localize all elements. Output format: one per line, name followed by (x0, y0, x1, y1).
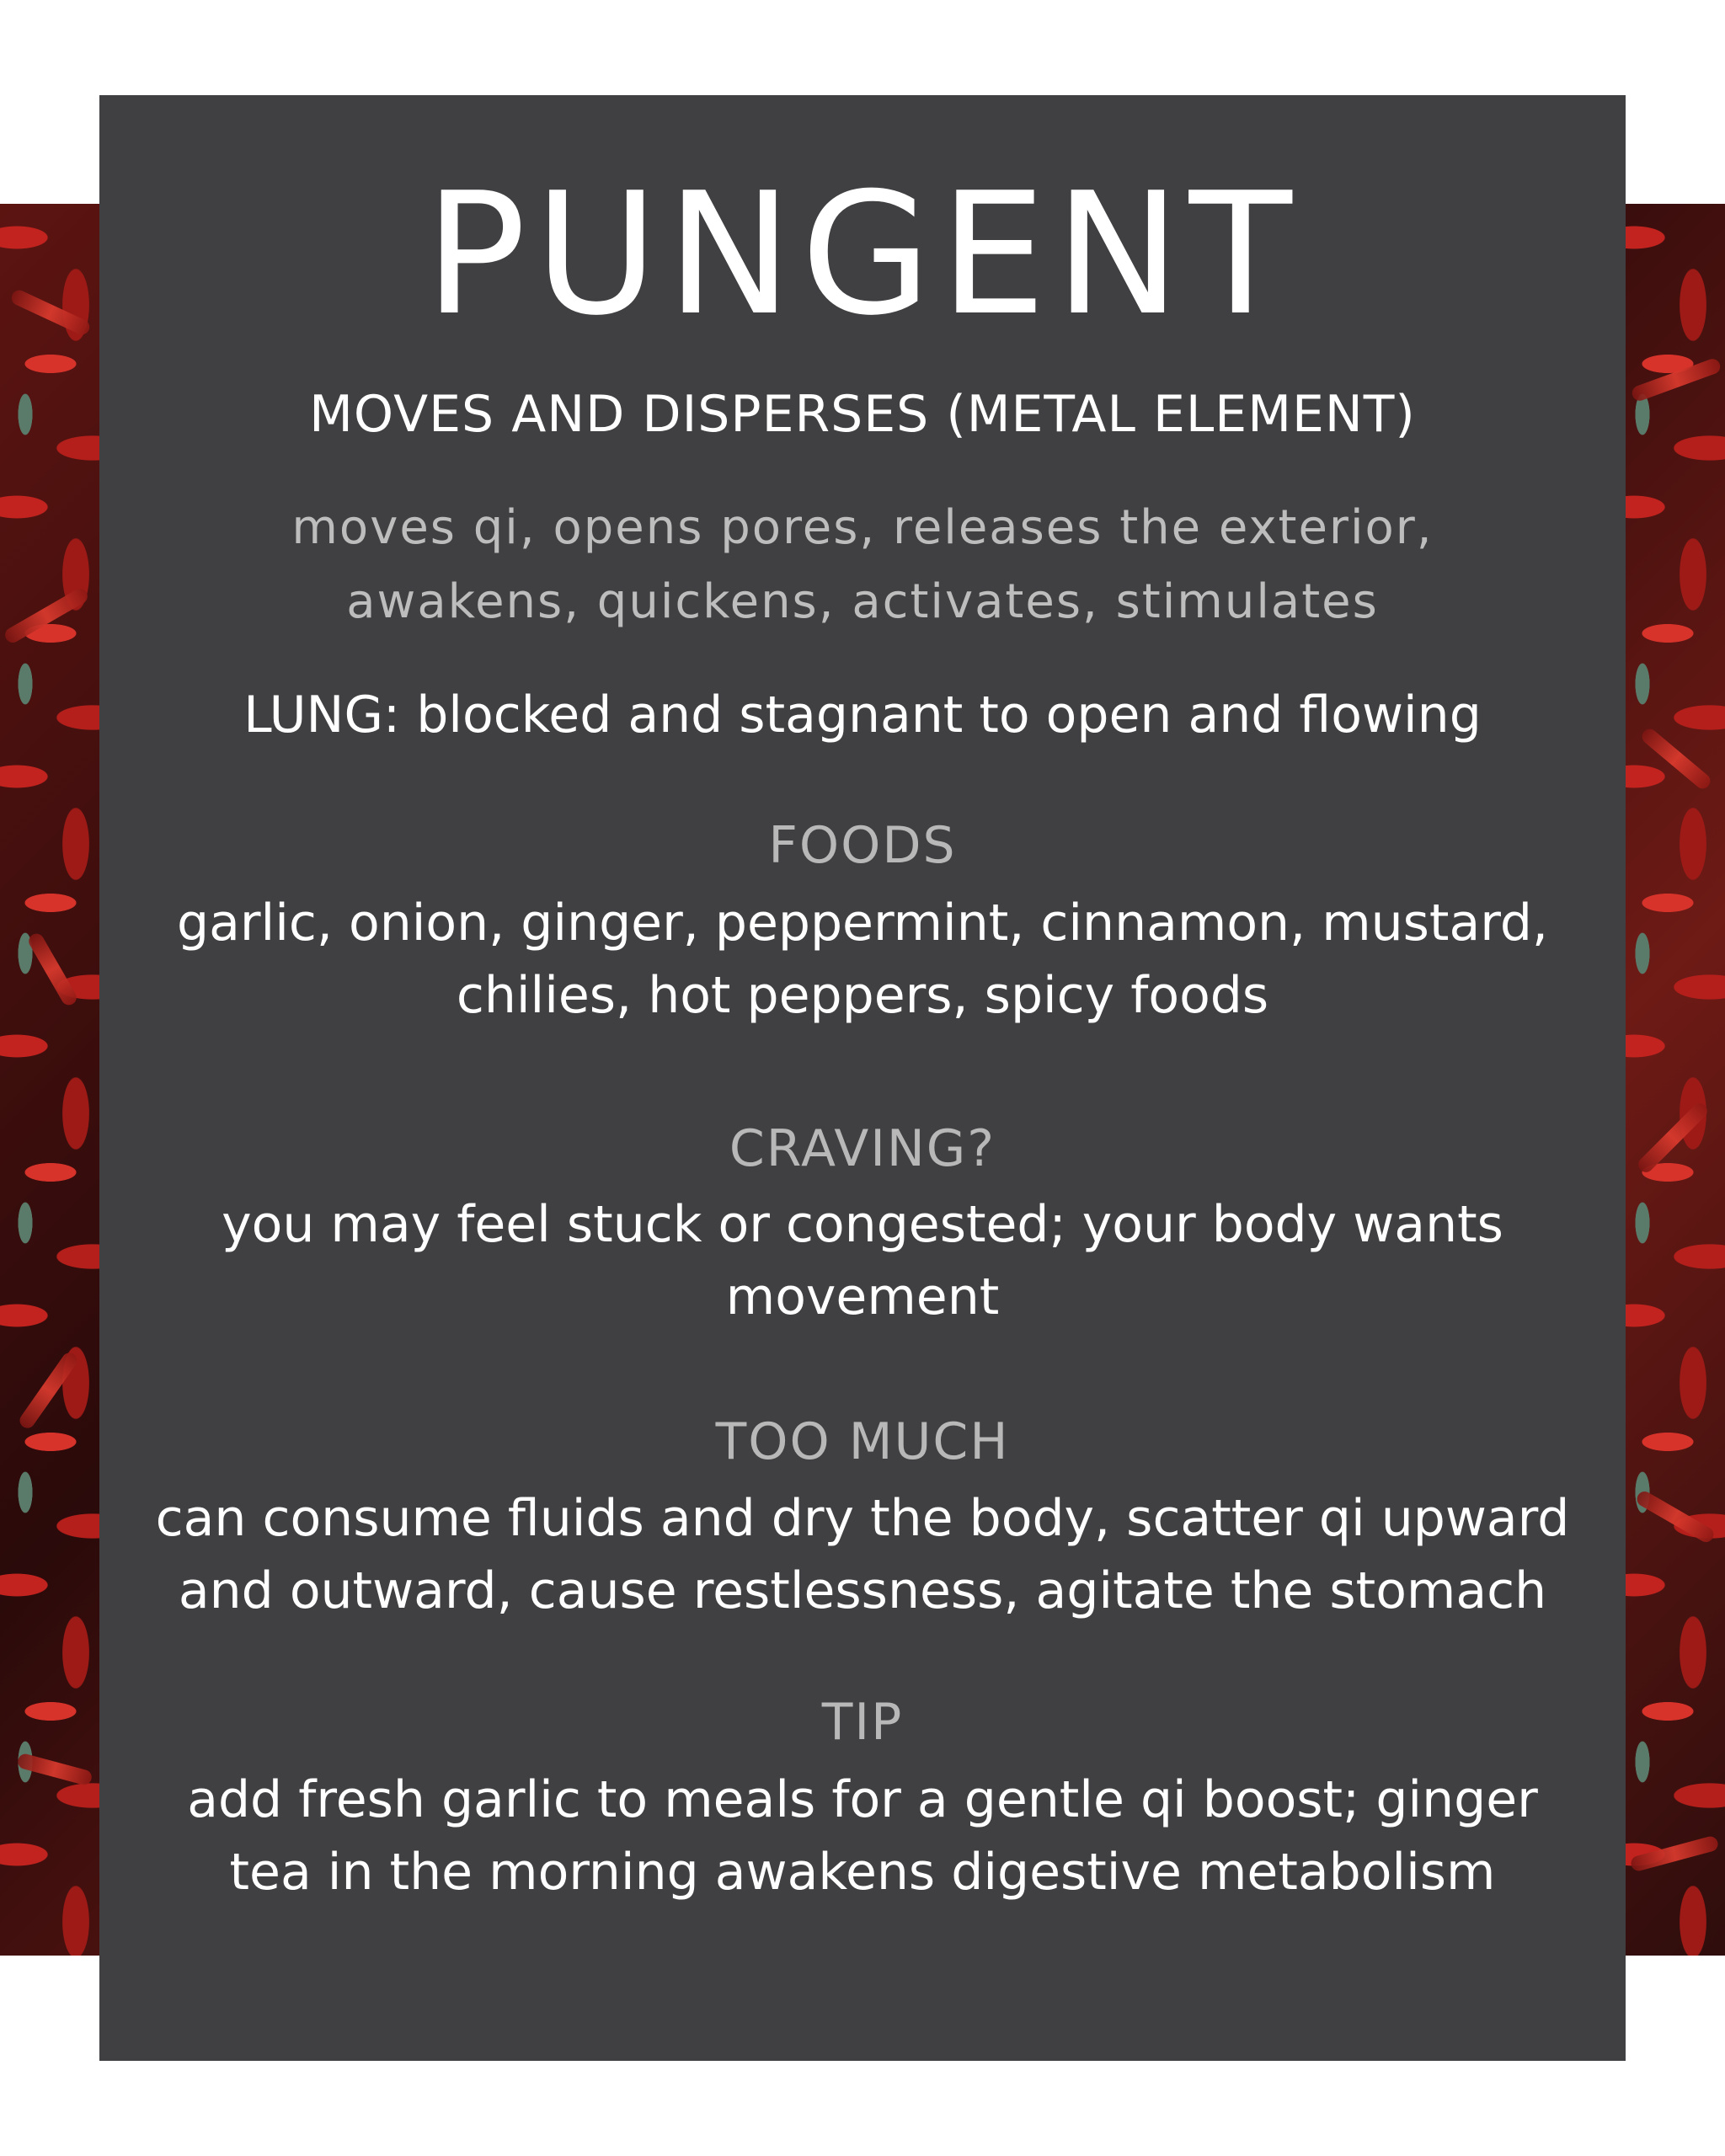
tip-heading: TIP (821, 1693, 904, 1752)
chili-pepper-shape (1634, 1489, 1716, 1545)
chili-pepper-shape (1630, 357, 1722, 403)
craving-body (116, 1188, 1609, 1333)
foods-line: garlic, onion, ginger, peppermint, cinnamon, mustard, (177, 894, 1548, 953)
chili-pepper-shape (9, 288, 92, 338)
actions-line: awakens, quickens, activates, stimulates (346, 574, 1379, 629)
chili-pepper-shape (16, 1753, 93, 1787)
craving-line: you may feel stuck or congested; your body wants (222, 1195, 1503, 1254)
foods-heading: FOODS (768, 816, 957, 875)
tip-line: add fresh garlic to meals for a gentle qi boost; ginger (187, 1770, 1538, 1829)
chili-pepper-shape (3, 586, 90, 646)
chili-pepper-shape (17, 1350, 80, 1431)
actions-description (99, 491, 1626, 639)
too-much-line: and outward, cause restlessness, agitate the stomach (178, 1561, 1547, 1620)
chili-pepper-shape (1639, 726, 1713, 792)
too-much-body (116, 1482, 1609, 1627)
chili-pepper-shape (1635, 1100, 1710, 1175)
foods-line: chilies, hot peppers, spicy foods (456, 966, 1269, 1025)
craving-heading: CRAVING? (729, 1119, 996, 1178)
chili-pepper-shape (1629, 1835, 1719, 1873)
too-much-line: can consume fluids and dry the body, scatter qi upward (155, 1489, 1570, 1548)
tip-line: tea in the morning awakens digestive metabolism (229, 1843, 1496, 1902)
craving-line: movement (725, 1267, 1000, 1326)
tip-body (116, 1764, 1609, 1908)
foods-body (116, 887, 1609, 1032)
too-much-heading: TOO MUCH (715, 1412, 1010, 1471)
actions-line: moves qi, opens pores, releases the exterior, (291, 500, 1434, 555)
chili-pepper-shape (26, 931, 79, 1007)
organ-statement: LUNG: blocked and stagnant to open and flowing (243, 686, 1482, 744)
info-card (99, 95, 1626, 2061)
subtitle: MOVES AND DISPERSES (METAL ELEMENT) (309, 385, 1416, 444)
page-title: PUNGENT (425, 157, 1300, 353)
